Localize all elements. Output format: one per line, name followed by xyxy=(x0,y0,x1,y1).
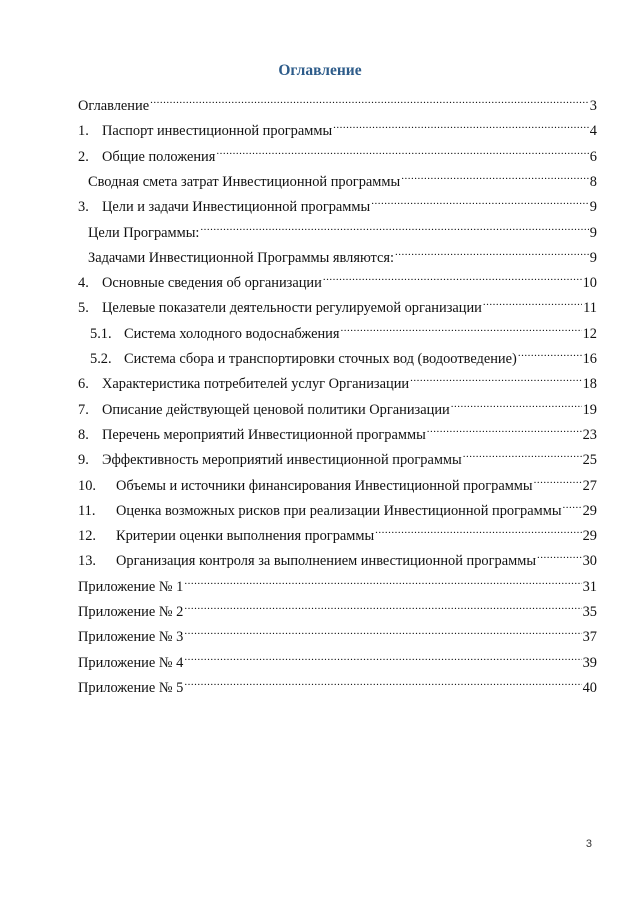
toc-entry-page: 3 xyxy=(589,98,597,114)
toc-dot-leader xyxy=(184,571,581,591)
toc-entry-title: Цели Программы: xyxy=(88,225,200,241)
toc-entry-title: Задачами Инвестиционной Программы являются: xyxy=(88,250,394,266)
toc-entry-page: 6 xyxy=(589,149,597,165)
toc-entry-page: 37 xyxy=(582,629,597,645)
toc-entry[interactable] xyxy=(78,596,597,620)
toc-entry-number: 3. xyxy=(78,199,89,215)
toc-entry[interactable] xyxy=(90,343,597,367)
toc-entry-number: 5.2. xyxy=(90,351,112,367)
toc-entry-page: 11 xyxy=(583,300,597,316)
toc-entry-page: 30 xyxy=(582,553,597,569)
toc-entry-title: Основные сведения об организации xyxy=(102,275,322,291)
toc-entry[interactable] xyxy=(78,621,597,645)
toc-title: Оглавление xyxy=(278,62,362,79)
toc-dot-leader xyxy=(534,470,582,490)
toc-entry-title: Цели и задачи Инвестиционной программы xyxy=(102,199,371,215)
toc-entry-number: 6. xyxy=(78,376,89,392)
toc-dot-leader xyxy=(371,191,589,211)
toc-entry-number: 2. xyxy=(78,149,89,165)
toc-dot-leader xyxy=(200,217,588,237)
toc-entry[interactable] xyxy=(78,647,597,671)
toc-entry[interactable] xyxy=(78,394,597,418)
toc-dot-leader xyxy=(410,368,582,388)
toc-dot-leader xyxy=(216,141,588,161)
toc-dot-leader xyxy=(340,318,581,338)
toc-dot-leader xyxy=(427,419,582,439)
toc-entry[interactable] xyxy=(78,115,597,139)
toc-entry[interactable] xyxy=(78,141,597,165)
toc-entry[interactable] xyxy=(78,191,597,215)
toc-entry-title: Организация контроля за выполнением инвестиционной программы xyxy=(116,553,536,569)
toc-entry-number: 10. xyxy=(78,478,96,494)
toc-entry-title: Критерии оценки выполнения программы xyxy=(116,528,375,544)
toc-entry-page: 4 xyxy=(589,123,597,139)
toc-entry-page: 29 xyxy=(582,503,597,519)
toc-dot-leader xyxy=(395,242,589,262)
toc-dot-leader xyxy=(333,115,589,135)
toc-dot-leader xyxy=(184,596,581,616)
toc-entry-number: 5. xyxy=(78,300,89,316)
toc-entry-title: Объемы и источники финансирования Инвестиционной программы xyxy=(116,478,533,494)
toc-entry[interactable] xyxy=(78,672,597,696)
toc-entry-page: 18 xyxy=(582,376,597,392)
toc-entry-title: Приложение № 2 xyxy=(78,604,184,620)
toc-dot-leader xyxy=(150,90,589,110)
toc-entry[interactable] xyxy=(78,419,597,443)
toc-entry-page: 27 xyxy=(582,478,597,494)
toc-entry-page: 10 xyxy=(582,275,597,291)
toc-entry[interactable] xyxy=(78,292,597,316)
toc-entry[interactable] xyxy=(78,444,597,468)
toc-entry-title: Приложение № 5 xyxy=(78,680,184,696)
toc-dot-leader xyxy=(537,545,582,565)
toc-entry[interactable] xyxy=(78,90,597,114)
toc-entry-page: 8 xyxy=(589,174,597,190)
toc-entry-title: Эффективность мероприятий инвестиционной программы xyxy=(102,452,462,468)
toc-entry-number: 9. xyxy=(78,452,89,468)
toc-dot-leader xyxy=(184,672,581,692)
toc-entry-title: Оглавление xyxy=(78,98,150,114)
toc-entry-title: Описание действующей ценовой политики Организации xyxy=(102,402,450,418)
toc-entry-number: 8. xyxy=(78,427,89,443)
toc-entry-page: 23 xyxy=(582,427,597,443)
toc-entry[interactable] xyxy=(78,470,597,494)
toc-dot-leader xyxy=(518,343,582,363)
toc-dot-leader xyxy=(401,166,589,186)
toc-entry-page: 12 xyxy=(582,326,597,342)
toc-entry-number: 7. xyxy=(78,402,89,418)
toc-entry[interactable] xyxy=(88,242,597,266)
toc-entry-title: Приложение № 4 xyxy=(78,655,184,671)
toc-entry-title: Система холодного водоснабжения xyxy=(124,326,340,342)
toc-dot-leader xyxy=(375,520,581,540)
toc-dot-leader xyxy=(184,647,581,667)
toc-entry-page: 9 xyxy=(589,225,597,241)
toc-entry-page: 9 xyxy=(589,199,597,215)
toc-entry-title: Паспорт инвестиционной программы xyxy=(102,123,333,139)
toc-entry-page: 40 xyxy=(582,680,597,696)
toc-entry-page: 39 xyxy=(582,655,597,671)
toc-entry-title: Оценка возможных рисков при реализации Инвестиционной программы xyxy=(116,503,562,519)
toc-entry-page: 19 xyxy=(582,402,597,418)
toc-entry-number: 1. xyxy=(78,123,89,139)
toc-entry-page: 35 xyxy=(582,604,597,620)
toc-entry-page: 9 xyxy=(589,250,597,266)
toc-entry-number: 11. xyxy=(78,503,96,519)
toc-entry-page: 29 xyxy=(582,528,597,544)
toc-entry-title: Целевые показатели деятельности регулируемой организации xyxy=(102,300,482,316)
toc-entry[interactable] xyxy=(78,368,597,392)
toc-entry[interactable] xyxy=(78,571,597,595)
toc-entry-title: Перечень мероприятий Инвестиционной программы xyxy=(102,427,426,443)
toc-entry[interactable] xyxy=(88,217,597,241)
toc-dot-leader xyxy=(563,495,582,515)
toc-entry-page: 16 xyxy=(582,351,597,367)
toc-entry-number: 12. xyxy=(78,528,96,544)
toc-dot-leader xyxy=(451,394,582,414)
toc-entry-page: 31 xyxy=(582,579,597,595)
toc-entry[interactable] xyxy=(78,267,597,291)
toc-entry-number: 5.1. xyxy=(90,326,112,342)
toc-entry[interactable] xyxy=(78,520,597,544)
toc-entry-page: 25 xyxy=(582,452,597,468)
toc-entry[interactable] xyxy=(78,495,597,519)
toc-entry-number: 4. xyxy=(78,275,89,291)
toc-dot-leader xyxy=(184,621,581,641)
toc-entry-title: Система сбора и транспортировки сточных вод (водоотведение) xyxy=(124,351,517,367)
page-number: 3 xyxy=(585,838,592,850)
toc-dot-leader xyxy=(483,292,582,312)
toc-entry-number: 13. xyxy=(78,553,96,569)
toc-dot-leader xyxy=(323,267,582,287)
toc-entry-title: Общие положения xyxy=(102,149,216,165)
toc-entry-title: Приложение № 1 xyxy=(78,579,184,595)
toc-entry-title: Приложение № 3 xyxy=(78,629,184,645)
toc-entry-title: Сводная смета затрат Инвестиционной программы xyxy=(88,174,401,190)
toc-entry[interactable] xyxy=(88,166,597,190)
toc-entry-title: Характеристика потребителей услуг Организации xyxy=(102,376,410,392)
toc-entry[interactable] xyxy=(78,545,597,569)
toc-entry[interactable] xyxy=(90,318,597,342)
toc-dot-leader xyxy=(463,444,582,464)
